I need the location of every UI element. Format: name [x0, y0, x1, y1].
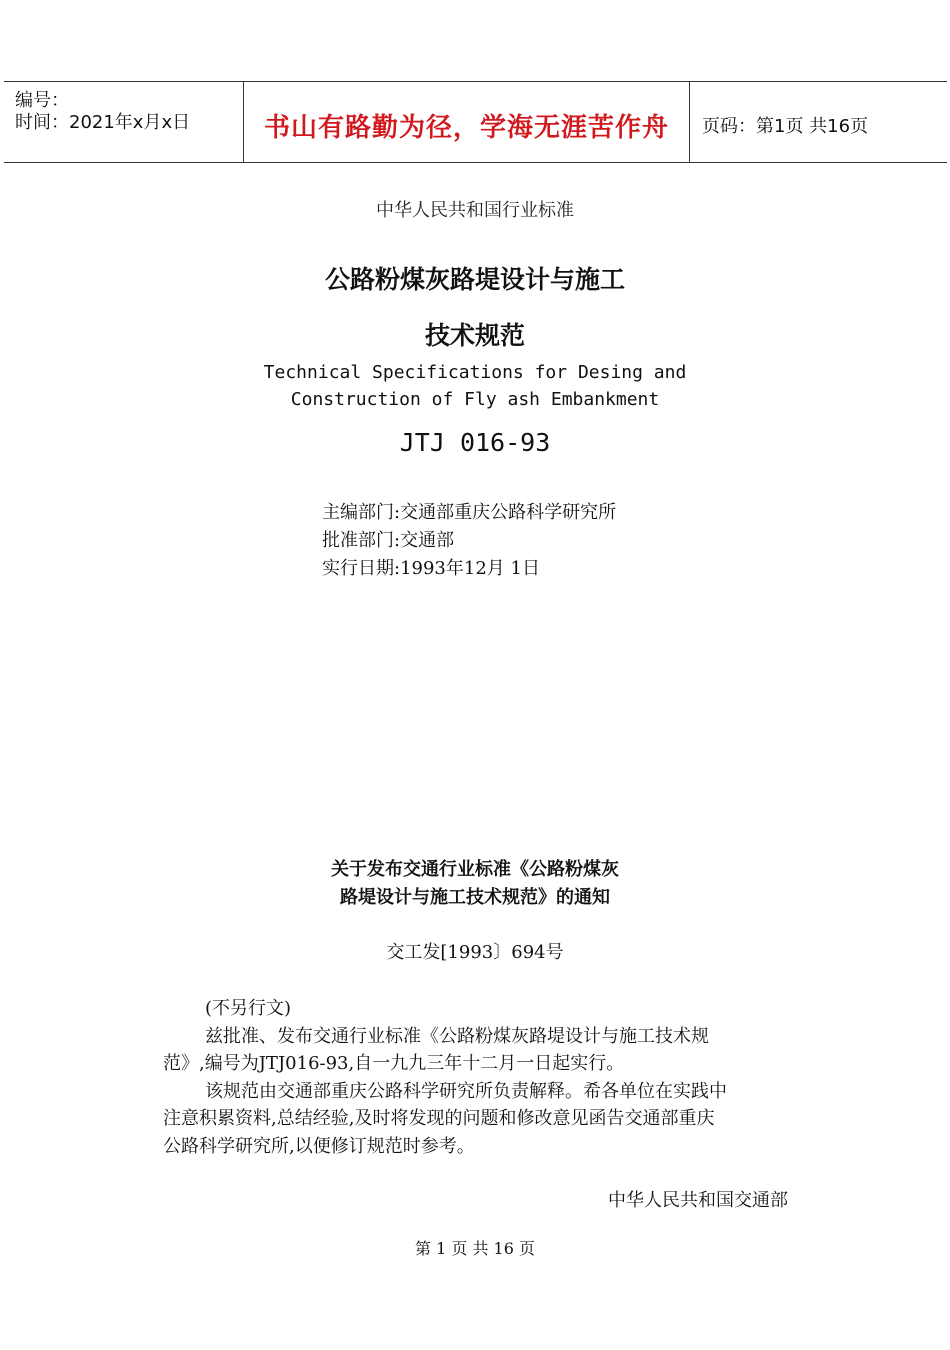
notice-signature: 中华人民共和国交通部	[608, 1190, 788, 1211]
standard-code: JTJ 016-93	[399, 428, 551, 457]
notice-body-line: 公路科学研究所,以便修订规范时参考。	[163, 1136, 475, 1157]
notice-body-line: (不另行文)	[205, 998, 292, 1019]
motto: 书山有路勤为径，学海无涯苦作舟	[263, 113, 669, 143]
header-page-cell	[690, 82, 947, 162]
doc-title-line1: 公路粉煤灰路堤设计与施工	[324, 265, 625, 294]
header-page-info: 页码：第1页 共16页	[702, 116, 869, 137]
english-title-line2: Construction of Fly ash Embankment	[290, 389, 660, 410]
approver-dept: 批准部门:交通部	[322, 530, 455, 551]
page-header	[4, 81, 947, 163]
standard-type: 中华人民共和国行业标准	[376, 200, 574, 221]
header-info-cell	[4, 82, 244, 162]
effective-date: 实行日期:1993年12月 1日	[322, 558, 540, 579]
notice-title-line2: 路堤设计与施工技术规范》的通知	[340, 887, 610, 908]
notice-body-line: 注意积累资料,总结经验,及时将发现的问题和修改意见函告交通部重庆	[163, 1108, 715, 1129]
header-motto-cell	[244, 82, 690, 162]
editor-dept: 主编部门:交通部重庆公路科学研究所	[322, 502, 617, 523]
notice-body-line: 范》,编号为JTJ016-93,自一九九三年十二月一日起实行。	[163, 1053, 625, 1074]
notice-title-line1: 关于发布交通行业标准《公路粉煤灰	[331, 859, 619, 880]
doc-title-line2: 技术规范	[424, 321, 525, 350]
english-title-line1: Technical Specifications for Desing and	[263, 362, 687, 383]
notice-body-line: 兹批准、发布交通行业标准《公路粉煤灰路堤设计与施工技术规	[205, 1026, 709, 1047]
number-label: 编号：	[15, 90, 69, 111]
notice-body-line: 该规范由交通部重庆公路科学研究所负责解释。希各单位在实践中	[205, 1081, 727, 1102]
time-label: 时间：2021年x月x日	[15, 112, 191, 133]
page-footer: 第 1 页 共 16 页	[415, 1239, 535, 1258]
notice-doc-number: 交工发[1993〕694号	[386, 942, 564, 963]
